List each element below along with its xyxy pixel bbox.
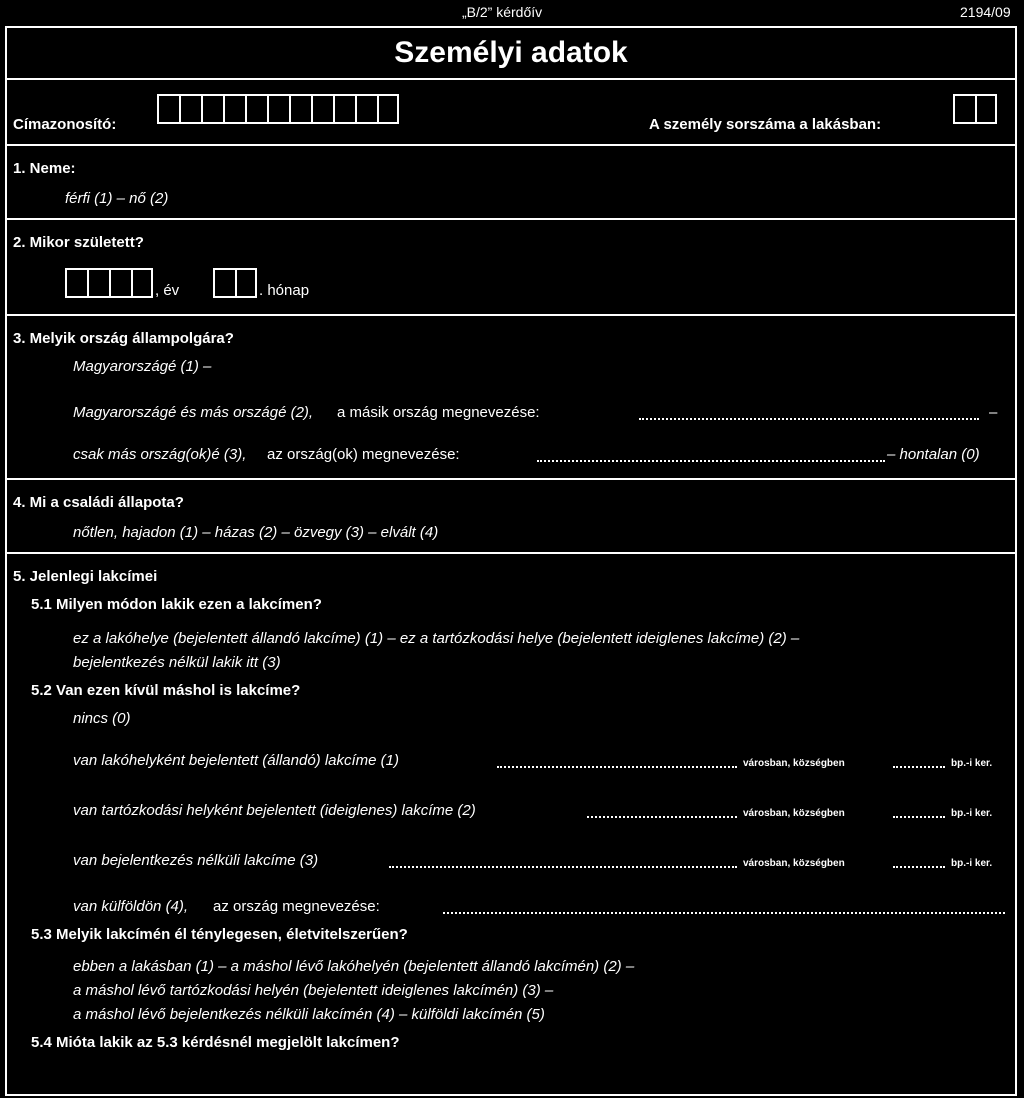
q4-section <box>7 480 1015 554</box>
q3-label: 3. Melyik ország állampolgára? <box>13 330 234 347</box>
q52-option-1-city-field[interactable] <box>497 766 737 768</box>
q53-label: 5.3 Melyik lakcímén él ténylegesen, életvitelszerűen? <box>31 926 408 943</box>
q52-option-3-district-label: bp.-i ker. <box>951 858 993 869</box>
q3-section <box>7 316 1015 480</box>
person-number-label: A személy sorszáma a lakásban: <box>649 116 882 133</box>
q5-section <box>7 554 1015 1098</box>
q52-option-2-city-label: városban, községben <box>743 808 845 819</box>
q52-label: 5.2 Van ezen kívül máshol is lakcíme? <box>31 682 301 699</box>
q52-option-1-district-label: bp.-i ker. <box>951 758 993 769</box>
q52-option-2[interactable]: van tartózkodási helyként bejelentett (ideiglenes) lakcíme (2) <box>73 802 476 819</box>
q52-option-2-district-label: bp.-i ker. <box>951 808 993 819</box>
q52-option-1-city-label: városban, községben <box>743 758 845 769</box>
q51-line-1[interactable]: ez a lakóhelye (bejelentett állandó lakcíme) (1) – ez a tartózkodási helye (bejelentett ideiglenes lakcíme) (2) – <box>73 630 800 647</box>
q51-label: 5.1 Milyen módon lakik ezen a lakcímen? <box>31 596 322 613</box>
title-section <box>7 28 1015 80</box>
q52-option-1-district-field[interactable] <box>893 766 945 768</box>
q3-option-3[interactable]: csak más ország(ok)é (3), <box>73 446 247 463</box>
q1-options[interactable]: férfi (1) – nő (2) <box>65 190 169 207</box>
month-label: . hónap <box>259 282 310 299</box>
q3-option-3-country-label: az ország(ok) megnevezése: <box>267 446 460 463</box>
q3-option-2-country-label: a másik ország megnevezése: <box>337 404 540 421</box>
q1-section <box>7 146 1015 220</box>
q3-option-2-end: – <box>989 404 998 421</box>
q3-option-1[interactable]: Magyarországé (1) – <box>73 358 212 375</box>
id-section <box>7 80 1015 146</box>
q3-option-2-country-field[interactable] <box>639 418 979 420</box>
q52-option-0[interactable]: nincs (0) <box>73 710 131 727</box>
address-id-label: Címazonosító: <box>13 116 117 133</box>
year-label: , év <box>155 282 180 299</box>
q51-line-2[interactable]: bejelentkezés nélkül lakik itt (3) <box>73 654 281 671</box>
person-number-boxes[interactable] <box>953 94 997 124</box>
q4-options[interactable]: nőtlen, hajadon (1) – házas (2) – özvegy (3) – elvált (4) <box>73 524 439 541</box>
q52-option-3-city-label: városban, községben <box>743 858 845 869</box>
q2-label: 2. Mikor született? <box>13 234 144 251</box>
form-code: 2194/09 <box>960 4 1011 20</box>
q2-section <box>7 220 1015 316</box>
q52-option-3[interactable]: van bejelentkezés nélküli lakcíme (3) <box>73 852 319 869</box>
form-name: „B/2” kérdőív <box>462 4 543 20</box>
q53-line-1[interactable]: ebben a lakásban (1) – a máshol lévő lakóhelyén (bejelentett állandó lakcímén) (2) – <box>73 958 635 975</box>
q4-label: 4. Mi a családi állapota? <box>13 494 184 511</box>
q3-option-stateless[interactable]: – hontalan (0) <box>887 446 980 463</box>
q53-line-3[interactable]: a máshol lévő bejelentkezés nélküli lakcímén (4) – külföldi lakcímén (5) <box>73 1006 545 1023</box>
q52-option-4-country-label: az ország megnevezése: <box>213 898 380 915</box>
q1-label: 1. Neme: <box>13 160 76 177</box>
q52-option-4-country-field[interactable] <box>443 912 1005 914</box>
q52-option-3-district-field[interactable] <box>893 866 945 868</box>
address-id-boxes[interactable] <box>157 94 399 124</box>
personal-data-form <box>5 26 1017 1096</box>
q3-option-3-country-field[interactable] <box>537 460 885 462</box>
q5-label: 5. Jelenlegi lakcímei <box>13 568 158 585</box>
q3-option-2[interactable]: Magyarországé és más országé (2), <box>73 404 314 421</box>
q52-option-4[interactable]: van külföldön (4), <box>73 898 189 915</box>
q52-option-3-city-field[interactable] <box>389 866 737 868</box>
q54-label: 5.4 Mióta lakik az 5.3 kérdésnél megjelölt lakcímen? <box>31 1034 400 1051</box>
birth-year-boxes[interactable] <box>65 268 153 298</box>
page-title: Személyi adatok <box>394 36 628 69</box>
birth-month-boxes[interactable] <box>213 268 257 298</box>
q53-line-2[interactable]: a máshol lévő tartózkodási helyén (bejelentett ideiglenes lakcímén) (3) – <box>73 982 554 999</box>
q52-option-2-city-field[interactable] <box>587 816 737 818</box>
q52-option-1[interactable]: van lakóhelyként bejelentett (állandó) lakcíme (1) <box>73 752 400 769</box>
q52-option-2-district-field[interactable] <box>893 816 945 818</box>
